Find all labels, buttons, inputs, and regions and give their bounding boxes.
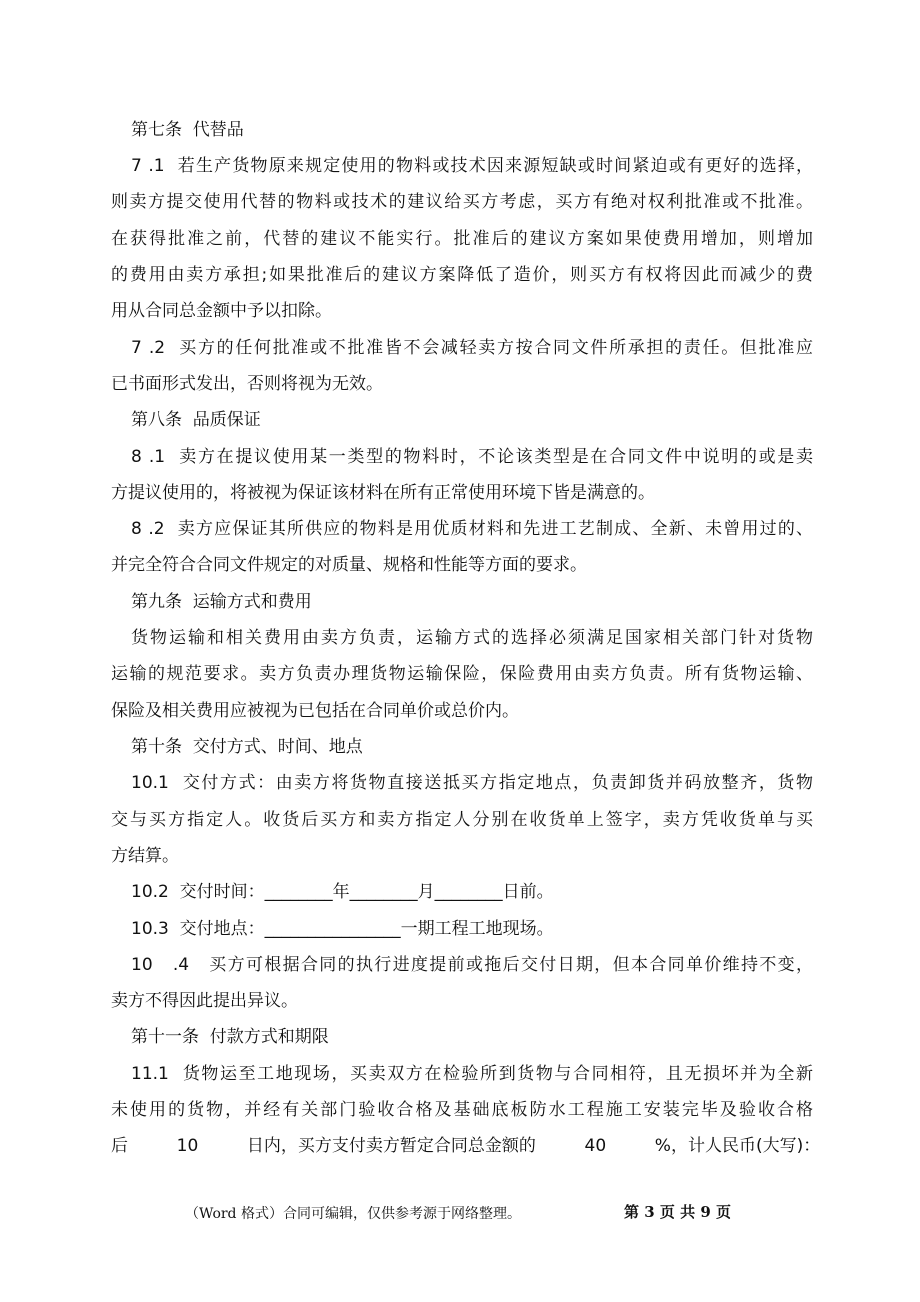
article-7-heading: 第七条 代替品 — [131, 120, 244, 140]
paragraph-line: 卖方不得因此提出异议。 — [111, 991, 298, 1011]
delivery-time-line: 10.2 交付时间：________年________月________日前。 — [131, 882, 554, 902]
paragraph-line: 7 .1 若生产货物原来规定使用的物料或技术因来源短缺或时间紧迫或有更好的选择， — [131, 156, 813, 176]
paragraph-line: 并完全符合合同文件规定的对质量、规格和性能等方面的要求。 — [111, 555, 587, 575]
paragraph-line: 用从合同总金额中予以扣除。 — [111, 301, 332, 321]
page-number: 第 3 页 共 9 页 — [624, 1203, 731, 1221]
article-11-heading: 第十一条 付款方式和期限 — [131, 1027, 329, 1047]
paragraph-line: 则卖方提交使用代替的物料或技术的建议给买方考虑，买方有绝对权利批准或不批准。 — [111, 192, 813, 212]
article-9-heading: 第九条 运输方式和费用 — [131, 592, 312, 612]
paragraph-line: 保险及相关费用应被视为已包括在合同单价或总价内。 — [111, 701, 519, 721]
paragraph-line: 未使用的货物，并经有关部门验收合格及基础底板防水工程施工安装完毕及验收合格 — [111, 1100, 813, 1120]
paragraph-line: 8 .2 卖方应保证其所供应的物料是用优质材料和先进工艺制成、全新、未曾用过的、 — [131, 519, 813, 539]
paragraph-line: 7 .2 买方的任何批准或不批准皆不会减轻卖方按合同文件所承担的责任。但批准应 — [131, 338, 813, 358]
footer-note: （Word 格式）合同可编辑，仅供参考源于网络整理。 — [185, 1206, 521, 1222]
paragraph-line: 10 .4 买方可根据合同的执行进度提前或拖后交付日期，但本合同单价维持不变， — [131, 955, 813, 975]
paragraph-line: 11.1 货物运至工地现场，买卖双方在检验所到货物与合同相符，且无损坏并为全新 — [131, 1064, 813, 1084]
paragraph-line: 交与买方指定人。收货后买方和卖方指定人分别在收货单上签字，卖方凭收货单与买 — [111, 810, 813, 830]
article-10-heading: 第十条 交付方式、时间、地点 — [131, 737, 363, 757]
paragraph-line: 10.1 交付方式：由卖方将货物直接送抵买方指定地点，负责卸货并码放整齐，货物 — [131, 773, 813, 793]
paragraph-line: 运输的规范要求。卖方负责办理货物运输保险，保险费用由卖方负责。所有货物运输、 — [111, 664, 813, 684]
article-8-heading: 第八条 品质保证 — [131, 410, 261, 430]
paragraph-line: 已书面形式发出，否则将视为无效。 — [111, 374, 383, 394]
paragraph-line: 在获得批准之前，代替的建议不能实行。批准后的建议方案如果使费用增加，则增加 — [111, 229, 813, 249]
paragraph-line: 方提议使用的，将被视为保证该材料在所有正常使用环境下皆是满意的。 — [111, 483, 655, 503]
paragraph-line: 货物运输和相关费用由卖方负责，运输方式的选择必须满足国家相关部门针对货物 — [131, 628, 813, 648]
paragraph-line: 方结算。 — [111, 846, 179, 866]
paragraph-line: 后 10 日内，买方支付卖方暂定合同总金额的 40 %，计人民币(大写)： — [111, 1136, 821, 1156]
paragraph-line: 的费用由卖方承担;如果批准后的建议方案降低了造价，则买方有权将因此而减少的费 — [111, 265, 813, 285]
delivery-place-line: 10.3 交付地点：________________一期工程工地现场。 — [131, 919, 554, 939]
paragraph-line: 8 .1 卖方在提议使用某一类型的物料时，不论该类型是在合同文件中说明的或是卖 — [131, 447, 813, 467]
